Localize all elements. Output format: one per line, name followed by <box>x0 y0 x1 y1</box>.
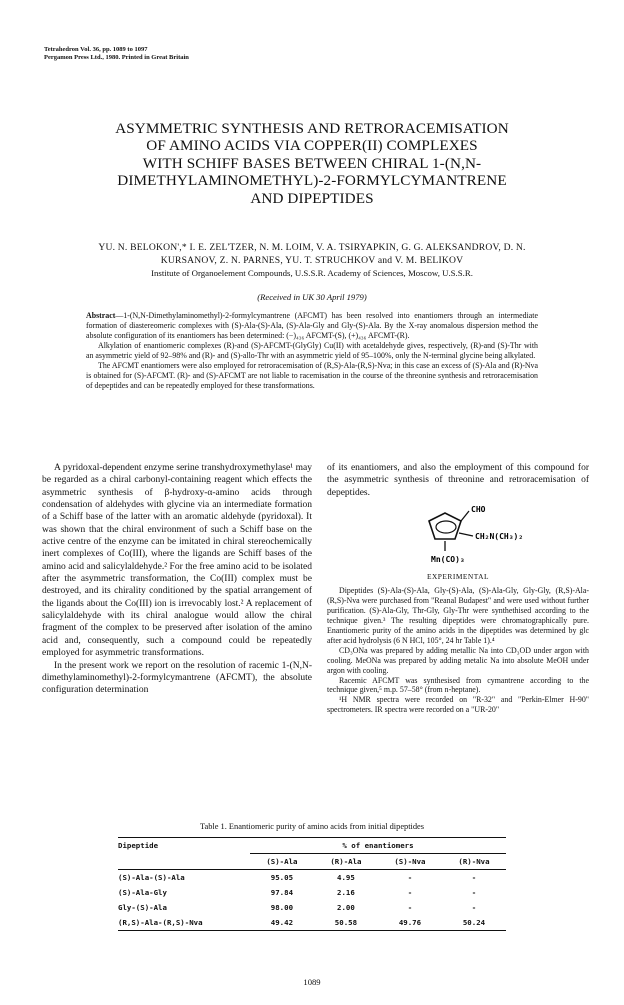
experimental-paragraph: CD₃ONa was prepared by adding metallic Na into CD₃OD under argon with cooling. MeONa was prepared by adding metalic Na into absolute MeOH under argon with cooling. <box>327 645 589 675</box>
cymantrene-structure-icon <box>327 499 589 567</box>
value-cell: 50.24 <box>462 918 486 927</box>
value-cell: - <box>471 888 477 897</box>
column-header: (S)-Ala <box>266 857 298 866</box>
experimental-heading: EXPERIMENTAL <box>426 572 490 582</box>
table-caption: Table 1. Enantiomeric purity of amino acids from initial dipeptides <box>199 822 425 831</box>
abstract <box>86 311 538 391</box>
title-line: OF AMINO ACIDS VIA COPPER(II) COMPLEXES <box>146 137 478 155</box>
experimental-section <box>327 586 589 715</box>
value-cell: - <box>471 903 477 912</box>
amine-label: CH₂N(CH₃)₂ <box>475 532 524 542</box>
title-line: WITH SCHIFF BASES BETWEEN CHIRAL 1-(N,N- <box>142 154 482 172</box>
journal-line-1: Tetrahedron Vol. 36, pp. 1089 to 1097 <box>44 46 148 53</box>
author-line-1: YU. N. BELOKON',* I. E. ZEL'TZER, N. M. LOIM, V. A. TSIRYAPKIN, G. G. ALEKSANDROV, D. N. <box>98 242 526 253</box>
author-block <box>70 242 554 280</box>
value-cell: 4.95 <box>337 873 355 882</box>
journal-citation <box>44 46 189 62</box>
value-cell: 49.42 <box>270 918 294 927</box>
table-row <box>118 885 506 900</box>
enantiomeric-purity-table <box>118 837 506 931</box>
title-line: ASYMMETRIC SYNTHESIS AND RETRORACEMISATION <box>115 120 509 137</box>
dipeptide-cell: (R,S)-Ala-(R,S)-Nva <box>118 918 203 927</box>
value-cell: - <box>407 903 413 912</box>
value-cell: 97.84 <box>270 888 294 897</box>
body-paragraph: A pyridoxal-dependent enzyme serine transhydroxymethylase¹ may be regarded as a chiral carbonyl-containing reagent which effects the asymmetric synthesis of β-hydroxy-α-amino acids through condensation of aldehydes with glycine via an intermediate formation of a Schiff base of the latter with an aromatic aldehyde (pyridoxal). It was shown that the chiral environment of such a Schiff base on the active centre of the enzyme can be imitated in chiral stereochemically inert complexes of Co(III), where the ligands are Schiff bases of the amino acid and salicylaldehyde.² For the free amino acid to be isolated after the asymmetric transformation, the Co(III) complex must be destroyed, and its chirality conditioned by the spatial arrangement of the ligands about the Co(III) ion is irrevocably lost.² A replacement of salicylaldehyde with its chiral analogue would allow the chiral fragment of the complex to be preserved after isolation of the amino acid and, consequently, such a compound could be repeatedly employed for asymmetric transformations. <box>42 463 312 659</box>
experimental-paragraph: ¹H NMR spectra were recorded on "R-32" and "Perkin-Elmer H-90" spectrometers. IR spectra were recorded on a "UR-20" <box>327 695 589 715</box>
paper-title <box>60 120 564 207</box>
experimental-paragraph: Dipeptides (S)-Ala-(S)-Ala, Gly-(S)-Ala, (S)-Ala-Gly, Gly-Gly, (R,S)-Ala-(R,S)-Nva were purchased from "Reanal Budapest" and were used without further purification. (S)-Ala-Gly, Thr-Gly, Gly-Thr were synthethised according to the technique given.³ The resulting dipeptides were chromatographically pure. Enantiomeric purity of the amino acids in the dipeptides was determined by glc after acid hydrolysis (6 N HCl, 105°, 24 hr Table 1).⁴ <box>327 586 589 645</box>
dipeptide-cell: (S)-Ala-Gly <box>118 888 167 897</box>
value-cell: 98.00 <box>270 903 294 912</box>
table-row <box>118 870 506 886</box>
value-cell: 50.58 <box>334 918 358 927</box>
value-cell: - <box>407 873 413 882</box>
abstract-lead: Abstract <box>86 311 116 320</box>
table-row <box>118 915 506 931</box>
value-cell: - <box>471 873 477 882</box>
value-cell: 49.76 <box>398 918 422 927</box>
dipeptide-column-header: Dipeptide <box>118 841 159 851</box>
column-header: (S)-Nva <box>394 857 426 866</box>
experimental-paragraph: Racemic AFCMT was synthesised from cymantrene according to the technique given,⁵ m.p. 57–58° (from n-heptane). <box>327 675 589 695</box>
afcmt-structure-diagram <box>327 499 589 567</box>
table-row <box>118 900 506 915</box>
value-cell: 95.05 <box>270 873 294 882</box>
received-date: (Received in UK 30 April 1979) <box>257 292 367 302</box>
value-cell: - <box>407 888 413 897</box>
journal-line-2: Pergamon Press Ltd., 1980. Printed in Great Britain <box>44 54 189 61</box>
abstract-paragraph-2: Alkylation of enantiomeric complexes (R)-and (S)-AFCMT-(GlyGly) Cu(II) with acetaldehyde gives, respectively, (R)-and (S)-Thr with an asymmetric yield of 92–98% and (R)- and (S)-allo-Thr with an asymmetric yield of 95–100%, only the N-terminal glycine being alkylated. <box>86 340 538 360</box>
column-header: (R)-Ala <box>330 857 362 866</box>
title-line: DIMETHYLAMINOMETHYL)-2-FORMYLCYMANTRENE <box>117 172 507 190</box>
enantiomer-group-header: % of enantiomers <box>250 838 506 854</box>
body-column-left <box>42 462 312 697</box>
body-column-right <box>327 462 589 715</box>
dipeptide-cell: (S)-Ala-(S)-Ala <box>118 873 185 882</box>
column-header: (R)-Nva <box>458 857 490 866</box>
metal-label: Mn(CO)₃ <box>431 555 465 565</box>
abstract-paragraph-3: The AFCMT enantiomers were also employed for retroracemisation of (R,S)-Ala-(R,S)-Nva; in this case an excess of (S)-Ala and (R)-Nva is obtained for (S)-AFCMT. (R)- and (S)-AFCMT are not liable to racemisation in the course of the threonine synthesis and retroracemisation of depeptides and can be repeatedly employed for these transformations. <box>86 360 538 390</box>
title-line: AND DIPEPTIDES <box>250 189 374 207</box>
abstract-paragraph-1: —1-(N,N-Dimethylaminomethyl)-2-formylcymantrene (AFCMT) has been resolved into enantiomers through an intermediate formation of diastereomeric complexes with (S)-Ala-(S)-Ala, (S)-Ala-Gly and Gly-(S)-Ala. By the X-ray anomalous dispersion method the absolute configuration of its enantiomers has been determined: (−)₄₃₆ AFCMT-(S), (+)₄₃₆ AFCMT-(R). <box>86 311 538 340</box>
cho-label: CHO <box>471 505 486 515</box>
page-number: 1089 <box>303 977 321 987</box>
value-cell: 2.16 <box>337 888 355 897</box>
value-cell: 2.00 <box>337 903 355 912</box>
body-paragraph: In the present work we report on the resolution of racemic 1-(N,N-dimethylaminomethyl)-2-formylcymantrene (AFCMT), the absolute configuration determination <box>42 660 312 696</box>
body-paragraph: of its enantiomers, and also the employment of this compound for the asymmetric synthesis of threonine and retroracemisation of depeptides. <box>327 463 589 498</box>
institution: Institute of Organoelement Compounds, U.S.S.R. Academy of Sciences, Moscow, U.S.S.R. <box>151 268 473 278</box>
dipeptide-cell: Gly-(S)-Ala <box>118 903 167 912</box>
author-line-2: KURSANOV, Z. N. PARNES, YU. T. STRUCHKOV and V. M. BELIKOV <box>160 254 464 266</box>
